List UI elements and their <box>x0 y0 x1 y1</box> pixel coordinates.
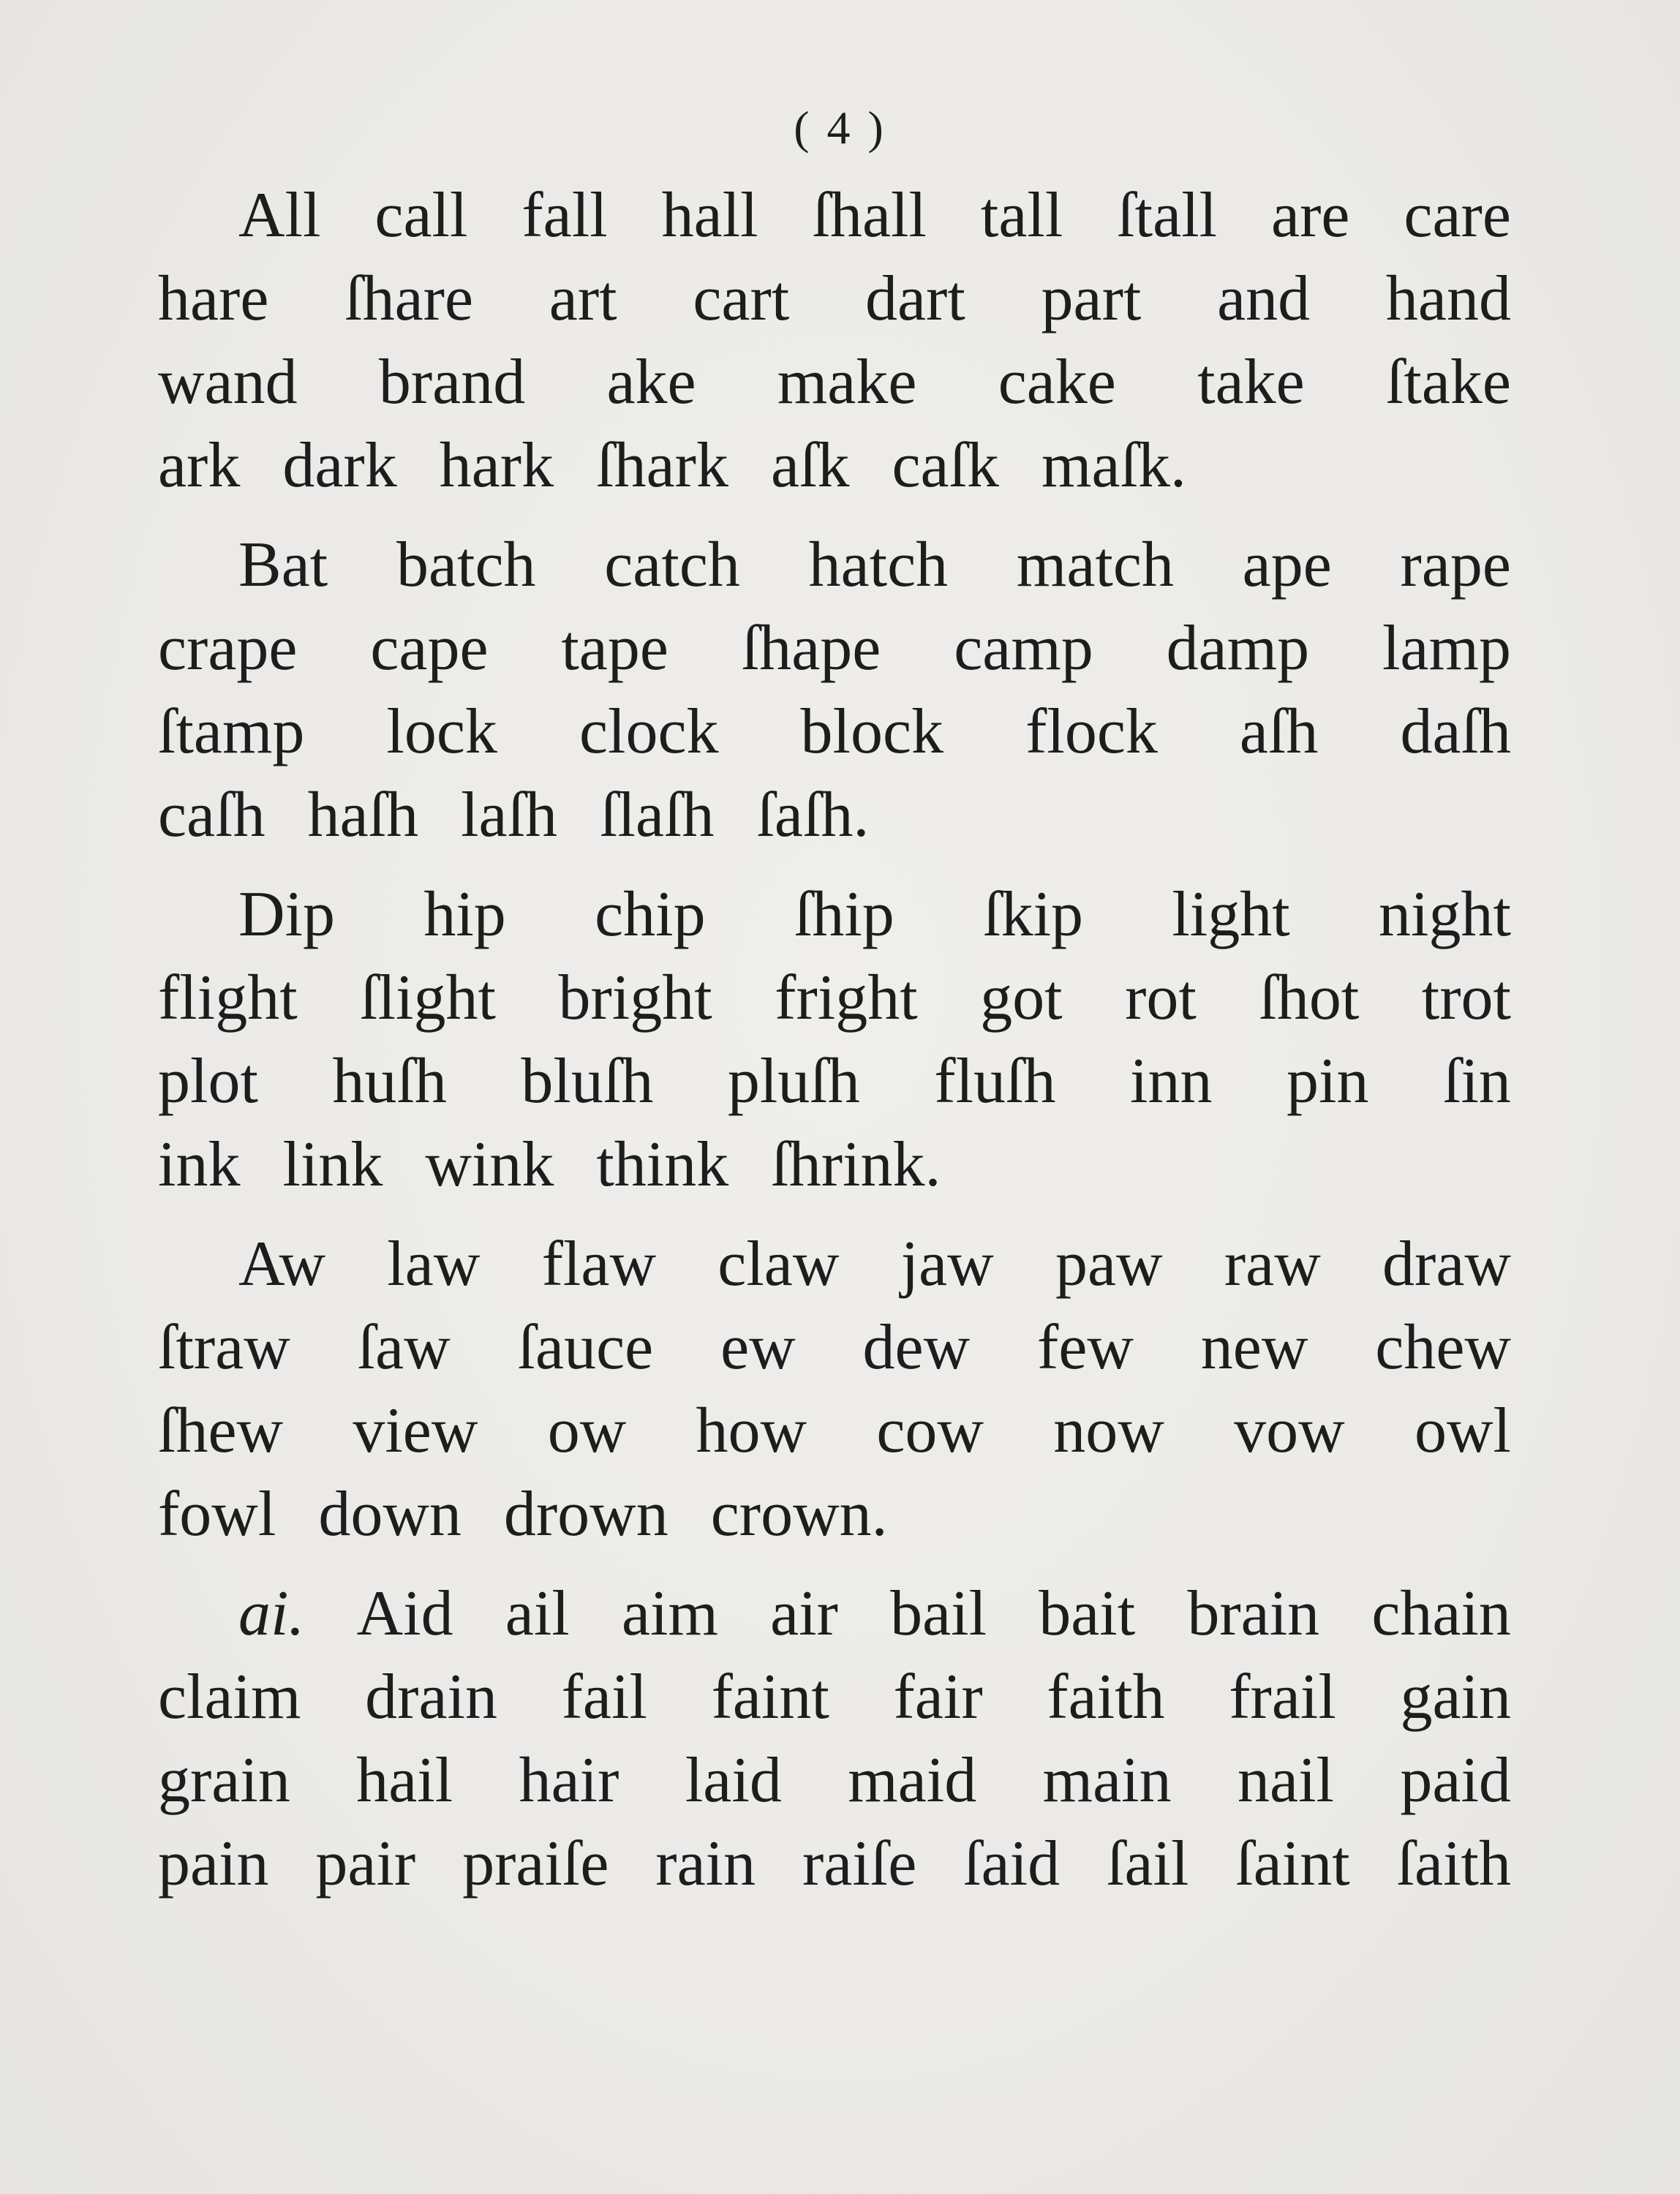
word: fluſh <box>934 1046 1056 1117</box>
word: flock <box>1025 696 1158 767</box>
word: haſh <box>307 780 419 851</box>
word: ſaſh. <box>756 780 870 851</box>
text-line <box>158 1739 1511 1822</box>
word: call <box>374 180 468 251</box>
word: cake <box>998 347 1116 418</box>
word: ſhrink. <box>771 1129 941 1200</box>
word: caſh <box>158 780 265 851</box>
word: tall <box>980 180 1063 251</box>
word: praiſe <box>462 1828 609 1899</box>
word: drown <box>503 1479 668 1550</box>
word: view <box>353 1395 478 1466</box>
word: rot <box>1125 962 1197 1033</box>
word: ſaint <box>1235 1828 1350 1899</box>
word: night <box>1379 879 1511 950</box>
word: batch <box>396 529 536 600</box>
word-list-text <box>158 174 1511 1922</box>
word: raiſe <box>802 1828 917 1899</box>
word: huſh <box>332 1046 447 1117</box>
word: frail <box>1229 1662 1336 1733</box>
word: ſhape <box>741 613 881 684</box>
text-line <box>158 424 1511 508</box>
word: ſaith <box>1396 1828 1511 1899</box>
word: dew <box>862 1312 971 1383</box>
word: vow <box>1234 1395 1345 1466</box>
word: match <box>1016 529 1174 600</box>
word: Bat <box>238 529 328 600</box>
word: daſh <box>1400 696 1511 767</box>
page-number: ( 4 ) <box>794 102 886 154</box>
word: ake <box>606 347 696 418</box>
paragraph-a-words <box>158 174 1511 508</box>
word: hatch <box>808 529 949 600</box>
word: nail <box>1238 1745 1334 1816</box>
word: wink <box>425 1129 554 1200</box>
word: damp <box>1166 613 1310 684</box>
word: caſk <box>892 430 1000 501</box>
text-line <box>158 1822 1511 1906</box>
word: hall <box>661 180 758 251</box>
word: ſtake <box>1385 347 1511 418</box>
word: camp <box>954 613 1093 684</box>
word: brain <box>1187 1578 1320 1649</box>
word: lock <box>386 696 497 767</box>
word: inn <box>1130 1046 1213 1117</box>
word: ape <box>1242 529 1332 600</box>
word: gain <box>1400 1662 1511 1733</box>
word: block <box>800 696 944 767</box>
word: fright <box>775 962 918 1033</box>
word: cow <box>876 1395 984 1466</box>
text-line <box>158 957 1511 1040</box>
word: law <box>387 1229 481 1300</box>
word: hip <box>423 879 506 950</box>
text-line <box>158 607 1511 690</box>
word: dart <box>865 263 965 334</box>
word: wand <box>158 347 298 418</box>
word: maid <box>848 1745 977 1816</box>
word: plot <box>158 1046 258 1117</box>
text-line <box>158 690 1511 774</box>
word: trot <box>1421 962 1511 1033</box>
word: flaw <box>541 1229 656 1300</box>
text-line <box>158 341 1511 424</box>
word: and <box>1217 263 1311 334</box>
word: pair <box>315 1828 416 1899</box>
word: ſtall <box>1117 180 1218 251</box>
word: pain <box>158 1828 269 1899</box>
word: faith <box>1047 1662 1165 1733</box>
word: ſhall <box>812 180 927 251</box>
word: ſlight <box>360 962 496 1033</box>
word: flight <box>158 962 298 1033</box>
word: fair <box>893 1662 983 1733</box>
word: bright <box>558 962 712 1033</box>
word: how <box>696 1395 807 1466</box>
text-line <box>158 524 1511 607</box>
word: crown. <box>710 1479 888 1550</box>
word: got <box>980 962 1063 1033</box>
word: ſhip <box>794 879 894 950</box>
word: All <box>238 180 321 251</box>
word: fowl <box>158 1479 276 1550</box>
section-lead: ai. <box>238 1578 305 1649</box>
word: aſh <box>1239 696 1319 767</box>
word: link <box>282 1129 383 1200</box>
word: think <box>596 1129 729 1200</box>
word: draw <box>1382 1229 1511 1300</box>
text-line <box>158 257 1511 341</box>
word: make <box>777 347 917 418</box>
word: maſk. <box>1041 430 1186 501</box>
word: clock <box>579 696 719 767</box>
word: faint <box>711 1662 829 1733</box>
word: ail <box>505 1578 570 1649</box>
text-line <box>158 1656 1511 1739</box>
word: now <box>1053 1395 1164 1466</box>
word: ſaid <box>963 1828 1061 1899</box>
word: few <box>1037 1312 1134 1383</box>
word: ſlaſh <box>600 780 715 851</box>
word: catch <box>604 529 740 600</box>
word: hand <box>1385 263 1511 334</box>
text-line <box>158 1473 1511 1556</box>
word: rape <box>1400 529 1511 600</box>
word: bluſh <box>521 1046 654 1117</box>
word: ſauce <box>517 1312 654 1383</box>
word: are <box>1271 180 1350 251</box>
word: jaw <box>900 1229 994 1300</box>
word: air <box>770 1578 838 1649</box>
word: paw <box>1055 1229 1163 1300</box>
word: new <box>1200 1312 1308 1383</box>
word: rain <box>655 1828 756 1899</box>
paragraph-i-words <box>158 873 1511 1207</box>
text-line <box>158 774 1511 857</box>
text-line <box>158 1040 1511 1123</box>
word: ſhark <box>596 430 728 501</box>
word: ſhare <box>344 263 474 334</box>
word: Aw <box>238 1229 326 1300</box>
word: ſtamp <box>158 696 305 767</box>
word: raw <box>1224 1229 1321 1300</box>
word: Aid <box>356 1578 453 1649</box>
word: Dip <box>238 879 335 950</box>
word: ow <box>547 1395 627 1466</box>
word: owl <box>1414 1395 1511 1466</box>
word: cape <box>370 613 489 684</box>
word: chew <box>1375 1312 1511 1383</box>
word: part <box>1041 263 1142 334</box>
word: ſin <box>1443 1046 1511 1117</box>
word: hail <box>356 1745 453 1816</box>
word: ink <box>158 1129 241 1200</box>
paragraph-ai-words <box>158 1572 1511 1906</box>
word: bail <box>890 1578 987 1649</box>
text-line <box>158 873 1511 957</box>
word: hare <box>158 263 269 334</box>
word: aim <box>621 1578 718 1649</box>
word: fall <box>521 180 608 251</box>
word: claim <box>158 1662 301 1733</box>
word: cart <box>693 263 790 334</box>
word: take <box>1197 347 1305 418</box>
word: ſail <box>1107 1828 1189 1899</box>
word: lamp <box>1382 613 1511 684</box>
paragraph-aw-ew-ow-words <box>158 1223 1511 1556</box>
word: crape <box>158 613 298 684</box>
word: laid <box>685 1745 782 1816</box>
word: chain <box>1371 1578 1511 1649</box>
word: ark <box>158 430 241 501</box>
word: pluſh <box>727 1046 860 1117</box>
word: chip <box>595 879 706 950</box>
word: brand <box>378 347 526 418</box>
word: bait <box>1039 1578 1136 1649</box>
paragraph-short-a-words <box>158 524 1511 857</box>
word: ſkip <box>983 879 1084 950</box>
word: paid <box>1400 1745 1511 1816</box>
word: pin <box>1287 1046 1369 1117</box>
word: claw <box>717 1229 840 1300</box>
word: hair <box>519 1745 619 1816</box>
text-line <box>158 1123 1511 1207</box>
word: dark <box>282 430 397 501</box>
word: drain <box>365 1662 497 1733</box>
word: tape <box>561 613 668 684</box>
text-line <box>158 1572 1511 1656</box>
word: hark <box>439 430 554 501</box>
word: grain <box>158 1745 290 1816</box>
word: down <box>318 1479 462 1550</box>
text-line <box>158 1306 1511 1390</box>
word: aſk <box>770 430 850 501</box>
word: fail <box>561 1662 647 1733</box>
word: ſtraw <box>158 1312 290 1383</box>
text-line <box>158 1390 1511 1473</box>
word: ſhew <box>158 1395 284 1466</box>
word: main <box>1042 1745 1172 1816</box>
text-line <box>158 1223 1511 1306</box>
text-line <box>158 174 1511 257</box>
word: ſaw <box>357 1312 451 1383</box>
word: ew <box>720 1312 796 1383</box>
word: care <box>1404 180 1511 251</box>
word: ſhot <box>1259 962 1360 1033</box>
word: laſh <box>461 780 558 851</box>
word: art <box>549 263 617 334</box>
word: light <box>1172 879 1290 950</box>
